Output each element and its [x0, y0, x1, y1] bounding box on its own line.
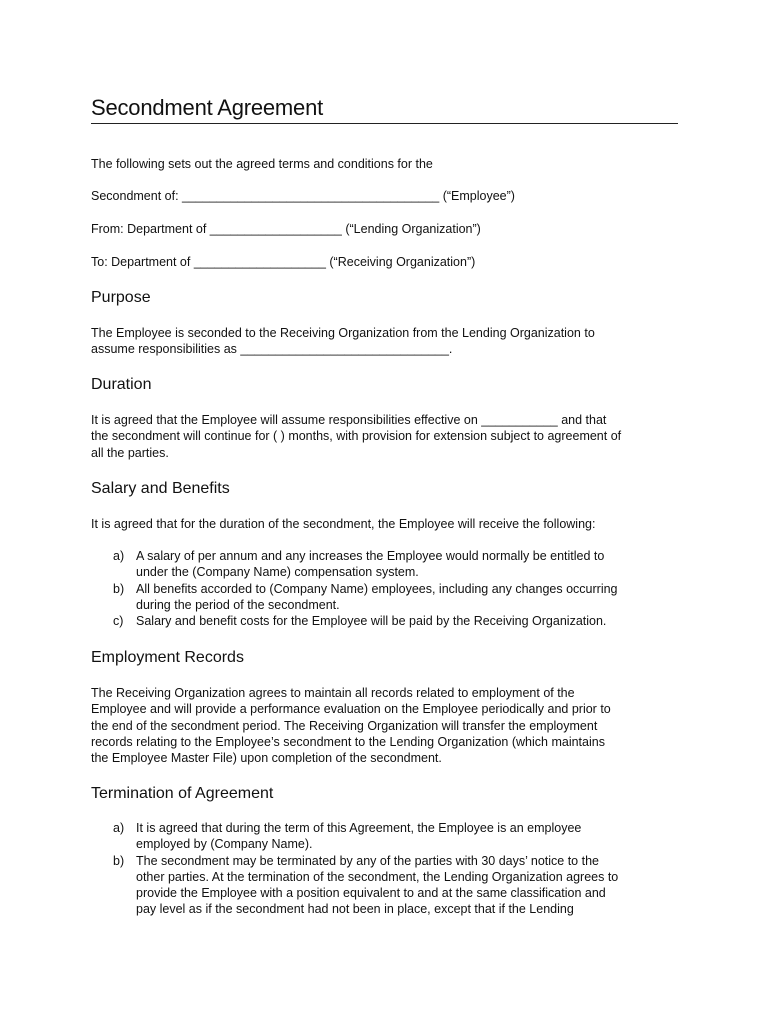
paragraph-line: the end of the secondment period. The Receiving Organization will transfer the employment	[91, 718, 598, 733]
list-item-line: Salary and benefit costs for the Employee will be paid by the Receiving Organization.	[136, 614, 607, 629]
list-marker: c)	[113, 614, 124, 629]
section-heading-records: Employment Records	[91, 649, 244, 666]
list-marker: b)	[113, 581, 125, 596]
section-heading-salary: Salary and Benefits	[91, 480, 230, 497]
list-item	[113, 581, 673, 614]
list-item	[113, 613, 673, 629]
list-item-line: The secondment may be terminated by any of the parties with 30 days’ notice to the	[136, 853, 599, 868]
section-heading-termination: Termination of Agreement	[91, 785, 274, 802]
list-item-line: pay level as if the secondment had not been in place, except that if the Lending	[136, 902, 574, 917]
duration-paragraph	[91, 412, 691, 461]
list-marker: a)	[113, 821, 125, 835]
list-item-line: A salary of per annum and any increases the Employee would normally be entitled to	[136, 549, 605, 563]
to-department-line: To: Department of ___________________ (“Receiving Organization”)	[91, 255, 476, 269]
section-heading-duration: Duration	[91, 376, 152, 393]
paragraph-line: records relating to the Employee’s secondment to the Lending Organization (which maintains	[91, 734, 605, 749]
list-marker: b)	[113, 853, 125, 868]
paragraph-line: Employee and will provide a performance evaluation on the Employee periodically and prior to	[91, 702, 611, 717]
list-item	[113, 820, 673, 853]
paragraph-line: It is agreed that the Employee will assume responsibilities effective on ___________ and that	[91, 413, 607, 427]
list-item-line: It is agreed that during the term of this Agreement, the Employee is an employee	[136, 821, 582, 835]
title-underline	[91, 123, 678, 124]
intro-text: The following sets out the agreed terms and conditions for the	[91, 157, 433, 171]
list-item-line: All benefits accorded to (Company Name) employees, including any changes occurring	[136, 581, 618, 596]
list-item	[113, 853, 673, 918]
salary-list	[113, 548, 673, 629]
section-heading-purpose: Purpose	[91, 289, 151, 306]
document-title: Secondment Agreement	[91, 95, 324, 120]
list-item-line: other parties. At the termination of the secondment, the Lending Organization agrees to	[136, 869, 619, 884]
list-marker: a)	[113, 549, 125, 563]
list-item-line: provide the Employee with a position equivalent to and at the same classification and	[136, 886, 606, 901]
list-item-line: during the period of the secondment.	[136, 597, 340, 612]
paragraph-line: the Employee Master File) upon completion of the secondment.	[91, 751, 442, 766]
list-item-line: employed by (Company Name).	[136, 837, 313, 852]
paragraph-line: The Receiving Organization agrees to maintain all records related to employment of the	[91, 686, 575, 700]
paragraph-line: the secondment will continue for ( ) months, with provision for extension subject to agreement of	[91, 429, 622, 444]
records-paragraph	[91, 685, 691, 766]
paragraph-line: all the parties.	[91, 445, 169, 460]
secondment-of-line: Secondment of: _____________________________________ (“Employee”)	[91, 189, 515, 203]
termination-list	[113, 820, 673, 918]
paragraph-line: assume responsibilities as ______________________________.	[91, 342, 453, 357]
salary-intro: It is agreed that for the duration of the secondment, the Employee will receive the following:	[91, 517, 596, 531]
list-item	[113, 548, 673, 581]
purpose-paragraph	[91, 325, 691, 358]
list-item-line: under the (Company Name) compensation system.	[136, 565, 419, 580]
paragraph-line: The Employee is seconded to the Receiving Organization from the Lending Organization to	[91, 326, 595, 340]
from-department-line: From: Department of ___________________ (“Lending Organization”)	[91, 222, 481, 236]
